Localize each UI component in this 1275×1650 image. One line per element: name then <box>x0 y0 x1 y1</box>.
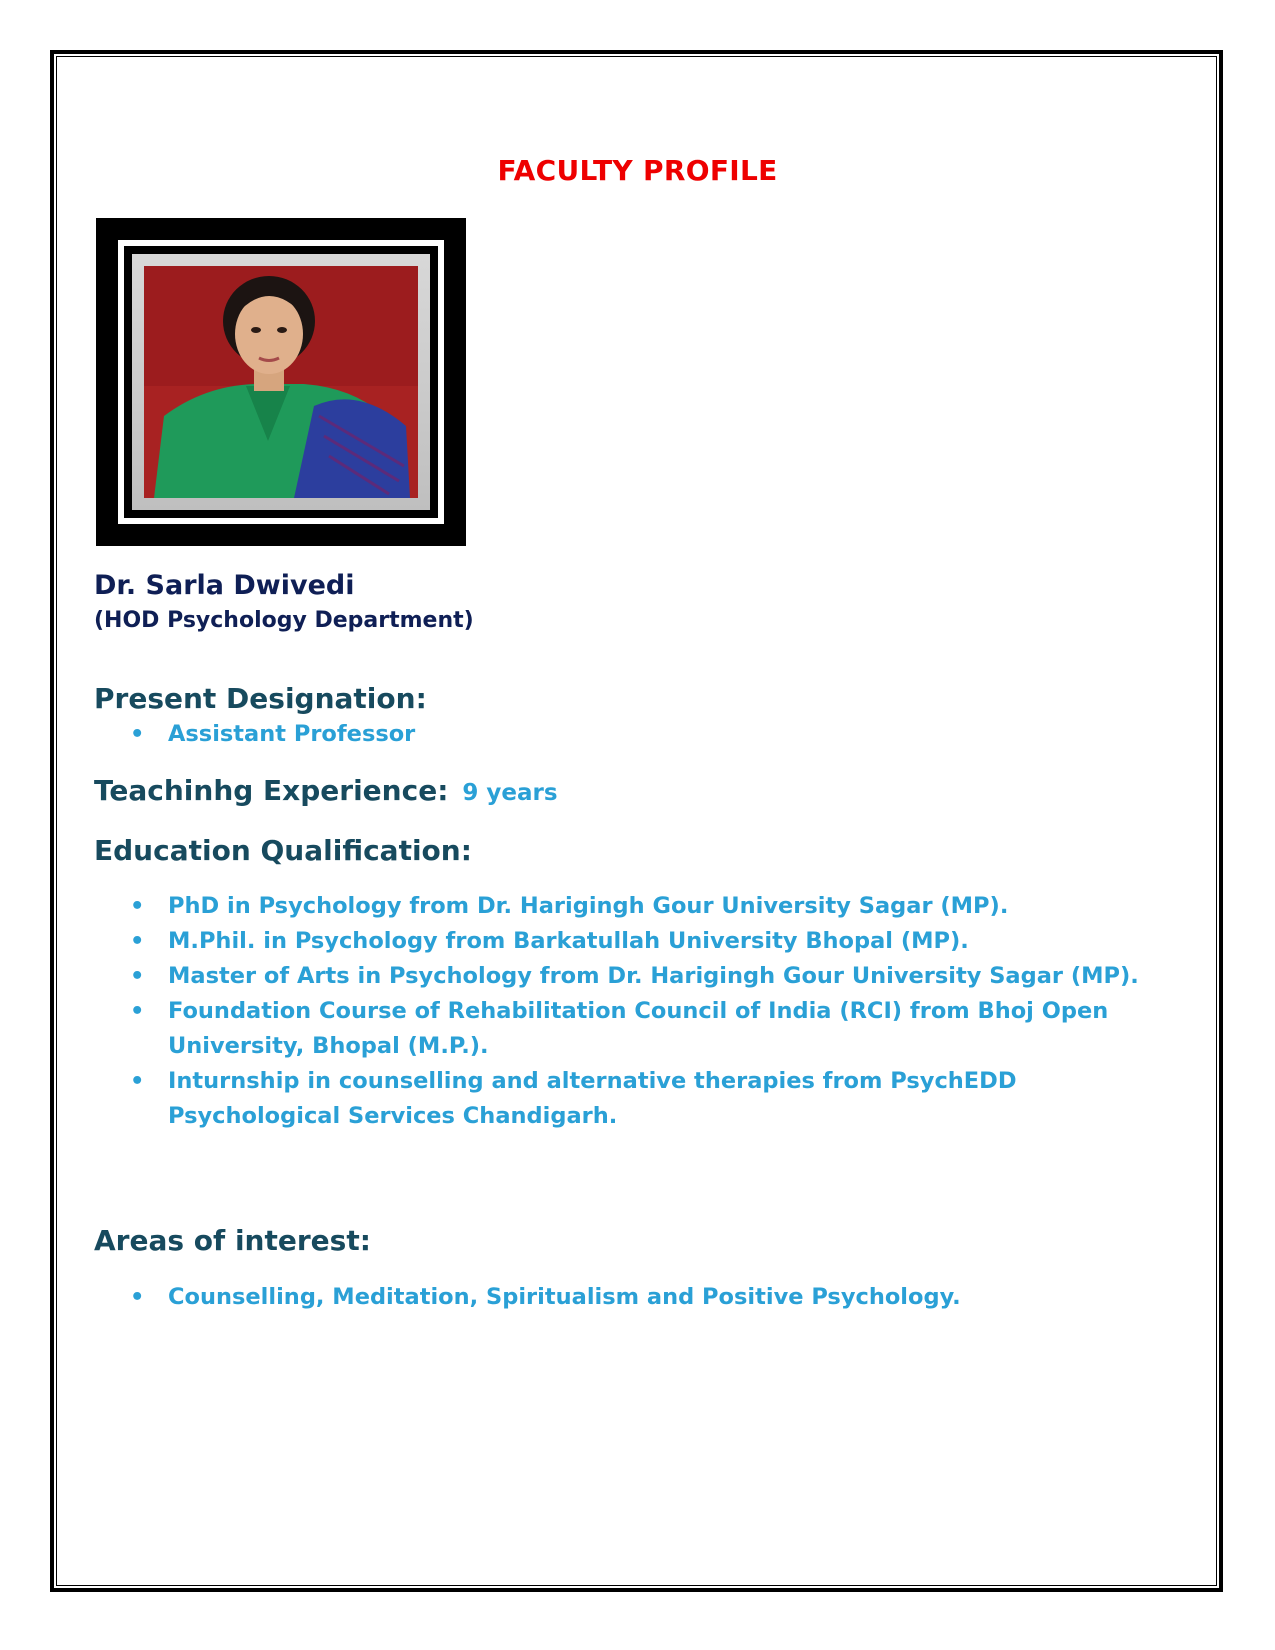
designation-list <box>94 717 1184 752</box>
profile-photo <box>144 266 418 498</box>
bullet-icon: • <box>130 928 145 954</box>
list-item: • Assistant Professor <box>94 717 1184 752</box>
bullet-icon: • <box>130 1068 145 1094</box>
interests-list <box>94 1280 1184 1315</box>
profile-photo-frame <box>96 218 466 546</box>
education-list <box>94 889 1184 1134</box>
education-heading: Education Qualification: <box>94 834 472 867</box>
bullet-icon: • <box>130 893 145 919</box>
experience-heading: Teachinhg Experience: 9 years <box>94 774 558 807</box>
faculty-name: Dr. Sarla Dwivedi <box>94 570 355 601</box>
page-title: FACULTY PROFILE <box>497 154 778 187</box>
list-item: • Foundation Course of Rehabilitation Council of India (RCI) from Bhoj Open University, Bhopal (M.P.). <box>94 994 1184 1064</box>
list-item: • Master of Arts in Psychology from Dr. Harigingh Gour University Sagar (MP). <box>94 959 1184 994</box>
bullet-icon: • <box>130 963 145 989</box>
portrait-illustration <box>144 266 418 498</box>
interests-heading: Areas of interest: <box>94 1224 371 1257</box>
experience-value: 9 years <box>462 780 558 806</box>
list-item: • M.Phil. in Psychology from Barkatullah University Bhopal (MP). <box>94 924 1184 959</box>
list-item: • PhD in Psychology from Dr. Harigingh Gour University Sagar (MP). <box>94 889 1184 924</box>
list-item: • Counselling, Meditation, Spiritualism and Positive Psychology. <box>94 1280 1184 1315</box>
bullet-icon: • <box>130 1284 145 1310</box>
list-item: • Inturnship in counselling and alternative therapies from PsychEDD Psychological Services Chandigarh. <box>94 1064 1184 1134</box>
bullet-icon: • <box>130 998 145 1024</box>
bullet-icon: • <box>130 721 145 747</box>
designation-heading: Present Designation: <box>94 682 427 715</box>
faculty-role: (HOD Psychology Department) <box>94 608 474 633</box>
